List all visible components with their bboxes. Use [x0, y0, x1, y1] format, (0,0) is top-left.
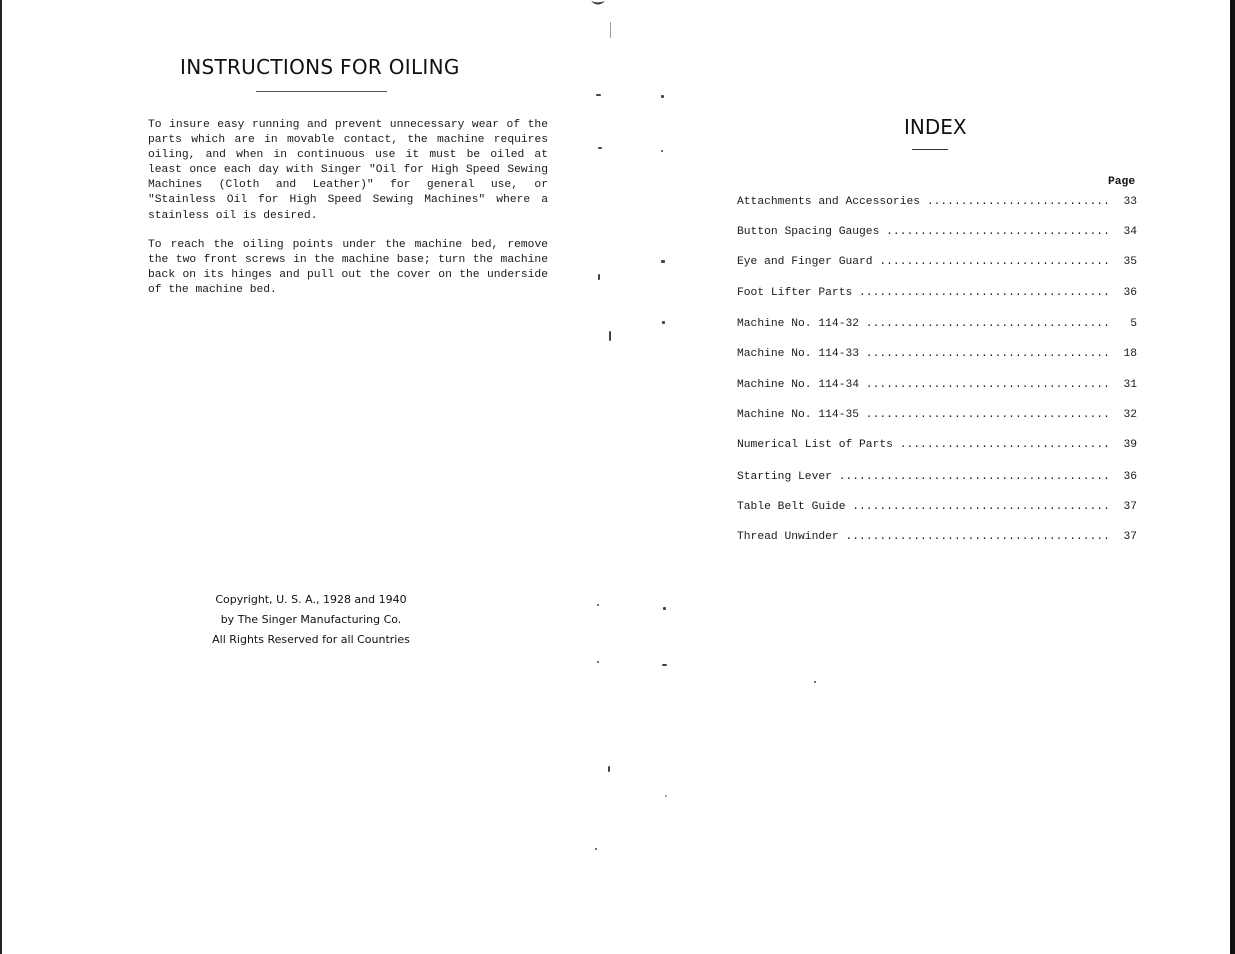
index-entry-page: 31 — [1111, 377, 1137, 393]
scan-speck — [597, 604, 599, 606]
index-entry — [737, 316, 1137, 332]
scan-speck — [610, 22, 611, 38]
index-entry-page: 36 — [1111, 469, 1137, 485]
index-entry — [737, 529, 1137, 545]
index-entry-label: Button Spacing Gauges ..... — [737, 224, 1109, 240]
page-title-index: INDEX — [904, 115, 967, 139]
copyright-line-3: All Rights Reserved for all Countries — [212, 633, 410, 646]
index-entry-page: 33 — [1111, 194, 1137, 210]
page-column-heading: Page — [1108, 176, 1136, 188]
scan-speck — [661, 260, 665, 263]
binding-mark-icon — [590, 0, 606, 8]
scan-speck — [663, 607, 666, 610]
scan-speck — [665, 795, 667, 797]
index-entry-label: Machine No. 114-35 ..... — [737, 407, 1109, 423]
index-entry-page: 37 — [1111, 529, 1137, 545]
index-entry-label: Machine No. 114-34 ..... — [737, 377, 1109, 393]
scan-speck — [662, 664, 667, 666]
scan-speck — [598, 274, 600, 280]
scan-speck — [661, 150, 663, 152]
scan-speck — [814, 681, 816, 683]
page-title-oiling: INSTRUCTIONS FOR OILING — [180, 55, 460, 79]
index-entry-page: 39 — [1111, 437, 1137, 453]
index-entry-page: 32 — [1111, 407, 1137, 423]
index-entry — [737, 377, 1137, 393]
scan-speck — [662, 321, 665, 324]
index-entry-page: 35 — [1111, 254, 1137, 270]
index-entry-label: Starting Lever ..... — [737, 469, 1109, 485]
copyright-line-2: by The Singer Manufacturing Co. — [220, 613, 402, 626]
index-entry — [737, 254, 1137, 270]
index-entry — [737, 285, 1137, 301]
index-entry-label: Thread Unwinder ..... — [737, 529, 1109, 545]
index-entry-page: 36 — [1111, 285, 1137, 301]
scan-speck — [608, 766, 610, 772]
index-entry-label: Eye and Finger Guard ..... — [737, 254, 1109, 270]
title-underline — [256, 91, 387, 92]
index-entry — [737, 407, 1137, 423]
index-entry — [737, 499, 1137, 515]
index-entry — [737, 194, 1137, 210]
index-entry — [737, 437, 1137, 453]
index-entry-page: 37 — [1111, 499, 1137, 515]
index-entry — [737, 469, 1137, 485]
index-entry-label: Foot Lifter Parts ..... — [737, 285, 1109, 301]
index-entry-page: 18 — [1111, 346, 1137, 362]
oiling-paragraph-2: To reach the oiling points under the machine bed, remove the two front screws in the machine base; turn the machine back on its hinges and pull out the cover on the underside of the machine bed. — [148, 239, 548, 297]
copyright-notice — [180, 590, 442, 650]
index-entry-page: 5 — [1111, 316, 1137, 332]
scan-speck — [597, 661, 599, 663]
index-entry — [737, 346, 1137, 362]
page-border-left — [0, 0, 2, 954]
index-entry-label: Machine No. 114-32 ..... — [737, 316, 1109, 332]
index-entry-label: Numerical List of Parts ..... — [737, 437, 1109, 453]
index-entry-page: 34 — [1111, 224, 1137, 240]
page-border-right — [1230, 0, 1235, 954]
index-entry-label: Machine No. 114-33 ..... — [737, 346, 1109, 362]
index-entry-label: Attachments and Accessories ..... — [737, 194, 1109, 210]
scan-speck — [661, 95, 664, 98]
index-entry-label: Table Belt Guide ..... — [737, 499, 1109, 515]
index-entry — [737, 224, 1137, 240]
index-title-underline — [912, 149, 948, 150]
oiling-paragraph-1: To insure easy running and prevent unnecessary wear of the parts which are in movable contact, the machine requires oiling, and when in continuous use it must be oiled at least once each day with Singer "Oil for High Speed Sewing Machines (Cloth and Leather)" for general use, or "Stainless Oil for High Speed Sewing Machines" where a stainless oil is desired. — [148, 119, 548, 222]
scan-speck — [598, 147, 602, 149]
scan-speck — [609, 331, 611, 341]
scan-speck — [595, 848, 597, 850]
copyright-line-1: Copyright, U. S. A., 1928 and 1940 — [215, 593, 407, 606]
scan-speck — [596, 94, 601, 96]
